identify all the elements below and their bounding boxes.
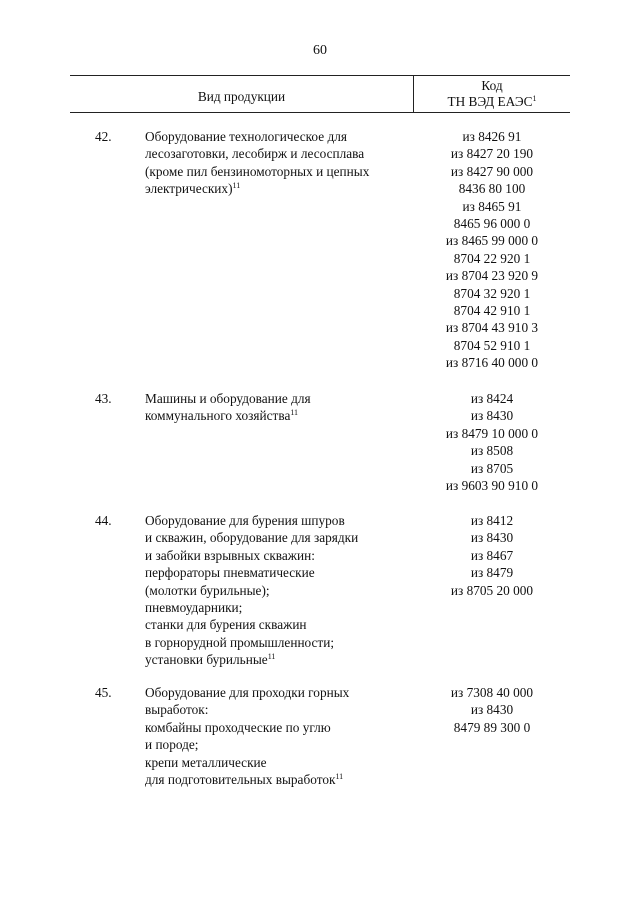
- description-line: для подготовительных выработок$^{11}$: [145, 772, 344, 788]
- code-value: из 8705: [470, 460, 514, 476]
- entry-codes: [414, 684, 570, 736]
- description-line: комбайны проходческие по углю: [145, 719, 331, 735]
- code-value: 8436 80 100: [458, 181, 526, 197]
- code-value: 8704 52 910 1: [453, 337, 531, 353]
- description-line: выработок:: [145, 702, 209, 718]
- description-line: и скважин, оборудование для зарядки: [145, 530, 359, 546]
- code-value: из 8479 10 000 0: [445, 425, 539, 441]
- code-value: из 8705 20 000: [450, 582, 534, 598]
- description-line: коммунального хозяйства$^{11}$: [145, 408, 299, 424]
- entry-codes: [414, 390, 570, 494]
- description-line: лесозаготовки, лесобирж и лесосплава: [145, 146, 365, 162]
- entry-number: 43.: [95, 391, 112, 406]
- entry-codes: [414, 512, 570, 599]
- entry-description: [145, 512, 415, 669]
- footnote-ref: 11: [267, 652, 276, 662]
- code-value: 8479 89 300 0: [453, 719, 531, 735]
- code-value: 8704 32 920 1: [453, 285, 531, 301]
- footnote-ref: 11: [335, 772, 344, 782]
- description-line: и забойки взрывных скважин:: [145, 547, 315, 563]
- description-line: установки бурильные$^{11}$: [145, 652, 276, 668]
- code-value: из 8467: [470, 547, 514, 563]
- description-line: в горнорудной промышленности;: [145, 634, 335, 650]
- code-value: из 8716 40 000 0: [445, 355, 539, 371]
- description-line: (кроме пил бензиномоторных и цепных: [145, 163, 370, 179]
- code-value: из 8427 90 000: [450, 163, 534, 179]
- code-value: из 7308 40 000: [450, 685, 534, 700]
- header-code-line2: ТН ВЭД ЕАЭС$^1$: [447, 93, 537, 109]
- entry-number: 42.: [95, 129, 112, 144]
- code-value: из 8424: [470, 391, 514, 406]
- entry-description: [145, 128, 415, 198]
- description-line: Машины и оборудование для: [145, 391, 311, 406]
- description-line: электрических)$^{11}$: [145, 181, 241, 197]
- code-value: из 8430: [470, 408, 514, 424]
- description-line: Оборудование для проходки горных: [145, 685, 350, 700]
- description-line: станки для бурения скважин: [145, 617, 307, 633]
- entry-number: 44.: [95, 513, 112, 528]
- code-value: 8704 42 910 1: [453, 303, 531, 319]
- code-value: из 8704 23 920 9: [445, 268, 539, 284]
- description-line: перфораторы пневматические: [145, 565, 315, 581]
- code-value: 8465 96 000 0: [453, 216, 531, 232]
- code-value: 8704 22 920 1: [453, 250, 531, 266]
- footnote-ref: 1: [532, 93, 537, 103]
- description-line: (молотки бурильные);: [145, 582, 270, 598]
- description-line: пневмоударники;: [145, 600, 243, 616]
- footnote-ref: 11: [232, 181, 241, 191]
- code-value: из 8508: [470, 443, 514, 459]
- description-line: крепи металлические: [145, 754, 267, 770]
- page-number: 60: [313, 43, 327, 58]
- description-line: Оборудование для бурения шпуров: [145, 513, 345, 528]
- code-value: из 8465 91: [462, 198, 522, 214]
- code-value: из 8430: [470, 702, 514, 718]
- entry-number: 45.: [95, 685, 112, 700]
- code-value: из 8704 43 910 3: [445, 320, 539, 336]
- table-header: [70, 75, 570, 113]
- description-line: и породе;: [145, 737, 199, 753]
- header-code: [414, 78, 570, 109]
- description-line: Оборудование технологическое для: [145, 129, 347, 144]
- code-value: из 9603 90 910 0: [445, 478, 539, 494]
- code-value: из 8430: [470, 530, 514, 546]
- code-value: из 8426 91: [462, 129, 522, 144]
- header-code-line1: Код: [481, 78, 503, 93]
- code-value: из 8465 99 000 0: [445, 233, 539, 249]
- header-product-type: Вид продукции: [197, 89, 286, 104]
- entry-description: [145, 684, 415, 788]
- code-value: из 8427 20 190: [450, 146, 534, 162]
- footnote-ref: 11: [290, 408, 299, 418]
- code-value: из 8412: [470, 513, 514, 528]
- code-value: из 8479: [470, 565, 514, 581]
- entry-description: [145, 390, 415, 425]
- entry-codes: [414, 128, 570, 372]
